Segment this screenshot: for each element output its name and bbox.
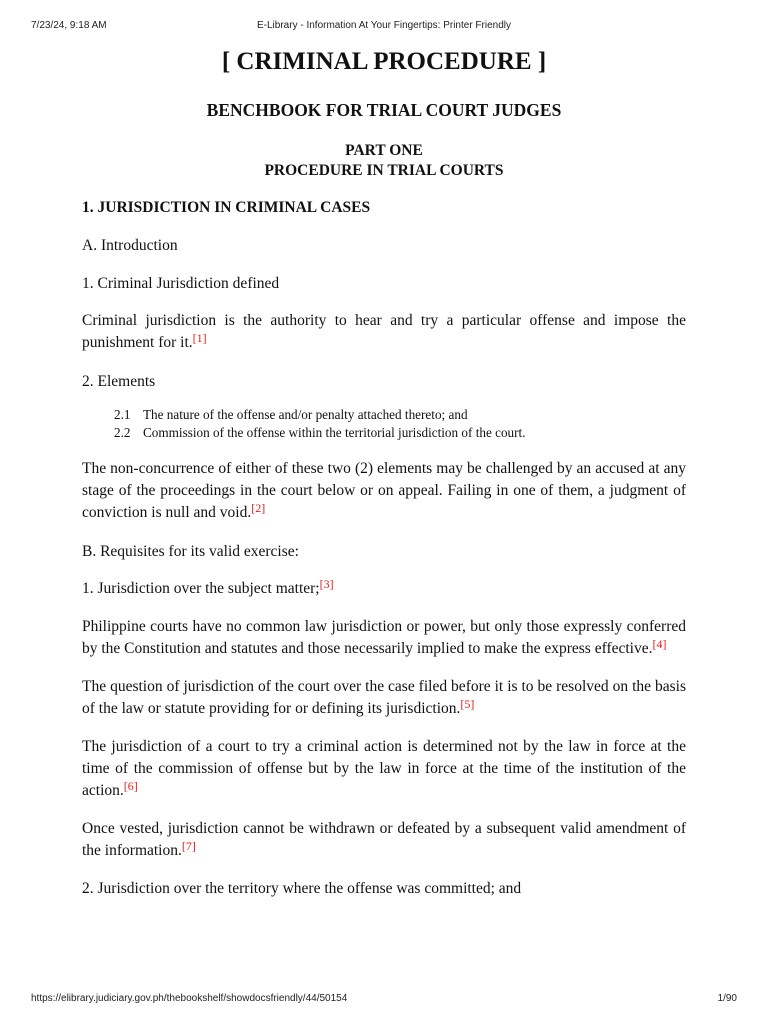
print-header <box>0 20 768 34</box>
definition-paragraph <box>82 310 686 354</box>
defined-heading: 1. Criminal Jurisdiction defined <box>82 275 280 292</box>
list-item-number: 2.2 <box>114 425 131 440</box>
nonconcurrence-paragraph <box>82 458 686 524</box>
determined-paragraph <box>82 736 686 802</box>
list-item-text: Commission of the offense within the territorial jurisdiction of the court. <box>143 425 526 440</box>
document-body <box>82 44 686 900</box>
footnote-ref-7[interactable]: [7] <box>181 839 196 853</box>
question-text: The question of jurisdiction of the court over the case filed before it is to be resolved on the basis of the law or statute providing for or defining its jurisdiction. <box>82 678 686 717</box>
print-url: https://elibrary.judiciary.gov.ph/thebookshelf/showdocsfriendly/44/50154 <box>31 993 348 1004</box>
vested-paragraph <box>82 818 686 862</box>
philippine-courts-text: Philippine courts have no common law jurisdiction or power, but only those expressly conferred by the Constitution and statutes and those necessarily implied to make the express effective. <box>82 618 686 657</box>
section-heading: 1. JURISDICTION IN CRIMINAL CASES <box>82 199 371 216</box>
vested-text: Once vested, jurisdiction cannot be withdrawn or defeated by a subsequent valid amendment of the information. <box>82 820 686 859</box>
question-paragraph <box>82 676 686 720</box>
philippine-courts-paragraph <box>82 616 686 660</box>
print-footer <box>0 993 768 1007</box>
part-heading <box>82 141 686 181</box>
footnote-ref-5[interactable]: [5] <box>460 697 475 711</box>
part-number: PART ONE <box>345 142 423 159</box>
footnote-ref-6[interactable]: [6] <box>123 779 138 793</box>
footnote-ref-4[interactable]: [4] <box>652 637 667 651</box>
elements-list <box>114 406 686 442</box>
part-title: PROCEDURE IN TRIAL COURTS <box>264 162 504 179</box>
print-datetime: 7/23/24, 9:18 AM <box>31 20 107 31</box>
list-item-number: 2.1 <box>114 407 131 422</box>
footnote-ref-1[interactable]: [1] <box>192 331 207 345</box>
requisites-heading: B. Requisites for its valid exercise: <box>82 543 299 560</box>
footnote-ref-2[interactable]: [2] <box>251 501 266 515</box>
nonconcurrence-text: The non-concurrence of either of these two (2) elements may be challenged by an accused at any stage of the proceedings in the court below or on appeal. Failing in one of them, a judgment of conviction is null and void. <box>82 460 686 521</box>
determined-text: The jurisdiction of a court to try a criminal action is determined not by the law in force at the time of the commission of offense but by the law in force at the time of the institution of the action. <box>82 738 686 799</box>
list-item-text: The nature of the offense and/or penalty attached thereto; and <box>143 407 468 422</box>
list-item <box>114 406 686 424</box>
list-item <box>114 424 686 442</box>
subject-matter-paragraph <box>82 578 686 600</box>
footnote-ref-3[interactable]: [3] <box>319 577 334 591</box>
subject-matter-text: 1. Jurisdiction over the subject matter; <box>82 580 320 597</box>
intro-heading: A. Introduction <box>82 237 178 254</box>
document-subtitle: BENCHBOOK FOR TRIAL COURT JUDGES <box>206 100 562 120</box>
print-page-number: 1/90 <box>717 993 737 1004</box>
document-title: [ CRIMINAL PROCEDURE ] <box>221 48 547 75</box>
print-page-title: E-Library - Information At Your Fingertips: Printer Friendly <box>257 20 511 31</box>
definition-text: Criminal jurisdiction is the authority to hear and try a particular offense and impose the punishment for it. <box>82 312 686 351</box>
elements-heading: 2. Elements <box>82 373 156 390</box>
territory-heading: 2. Jurisdiction over the territory where the offense was committed; and <box>82 880 522 897</box>
